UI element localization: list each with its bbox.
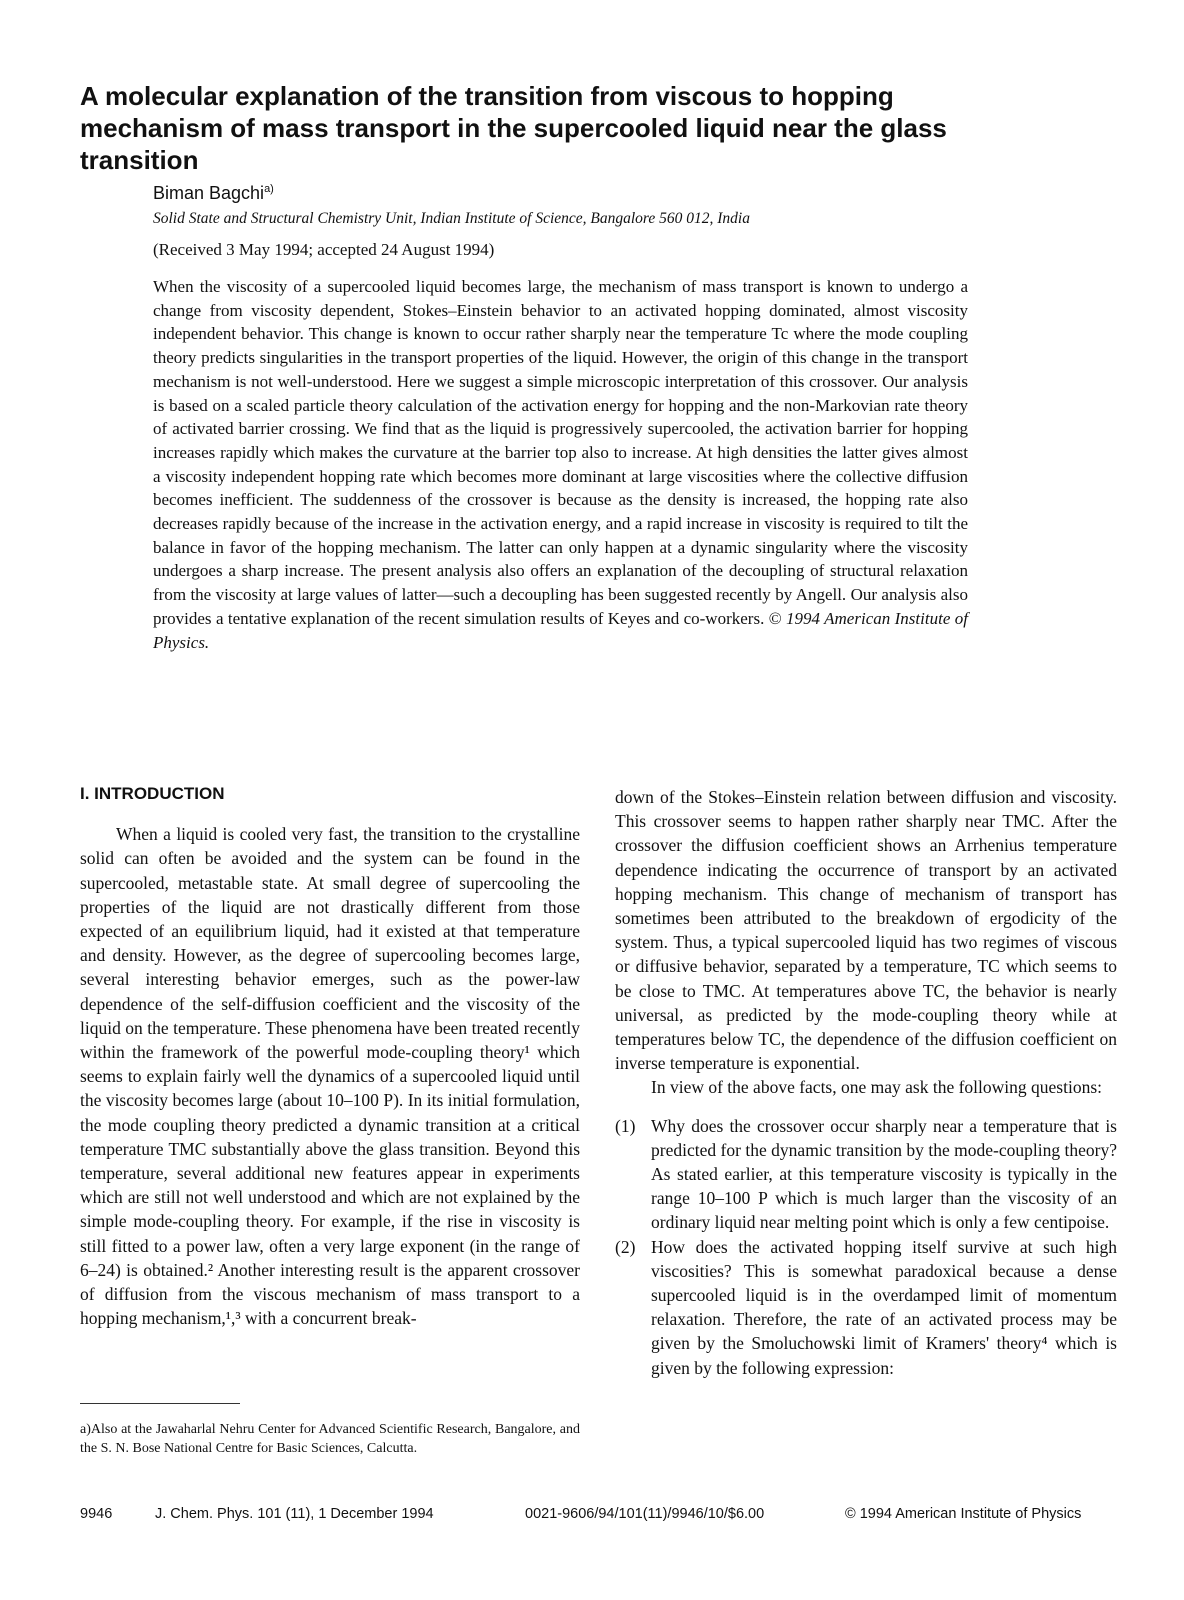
- abstract: [153, 275, 968, 654]
- author-footnote-mark: a): [264, 183, 274, 195]
- question-number: (1): [615, 1115, 636, 1136]
- author-name: [153, 183, 274, 204]
- received-dates: (Received 3 May 1994; accepted 24 August 1994): [153, 240, 495, 259]
- journal-citation: J. Chem. Phys. 101 (11), 1 December 1994: [155, 1506, 434, 1522]
- page-number: 9946: [80, 1506, 113, 1522]
- footnote-divider: [80, 1403, 240, 1404]
- intro-paragraph-1-continued: down of the Stokes–Einstein relation between diffusion and viscosity. This crossover seems to happen rather sharply near TMC. After the crossover the diffusion coefficient shows an Arrhenius temperature dependence indicating the occurrence of transport by an activated hopping mechanism. This change of mechanism of transport has sometimes been attributed to the breakdown of ergodicity of the system. Thus, a typical supercooled liquid has two regimes of viscous or diffusive behavior, separated by a temperature, TC which seems to be close to TMC. At temperatures above TC, the behavior is nearly universal, as predicted by the mode-coupling theory while at temperatures below TC, the dependence of the diffusion coefficient on inverse temperature is exponential.: [615, 787, 1117, 1074]
- question-text: Why does the crossover occur sharply near a temperature that is predicted for the dynamic transition by the mode-coupling theory? As stated earlier, at this temperature viscosity is typically in the range 10–100 P which is much larger than the viscosity of an ordinary liquid near melting point which is only a few centipoise.: [651, 1115, 1117, 1233]
- author-name-text: Biman Bagchi: [153, 183, 265, 203]
- section-heading: I. INTRODUCTION: [80, 784, 225, 803]
- footnote: a)Also at the Jawaharlal Nehru Center for Advanced Scientific Research, Bangalore, and the S. N. Bose National Centre for Basic Sciences, Calcutta.: [80, 1422, 580, 1456]
- footer-copyright: © 1994 American Institute of Physics: [845, 1506, 1082, 1522]
- right-column: [615, 785, 1117, 1380]
- list-item: [615, 1235, 1117, 1380]
- article-code: 0021-9606/94/101(11)/9946/10/$6.00: [525, 1506, 765, 1522]
- left-column: [80, 782, 580, 1330]
- intro-paragraph-1: When a liquid is cooled very fast, the transition to the crystalline solid can often be avoided and the system can be found in the supercooled, metastable state. At small degree of supercooling the properties of the liquid are not drastically different from those expected of an equilibrium liquid, had it existed at that temperature and density. However, as the degree of supercooling becomes large, several interesting behavior emerges, such as the power-law dependence of the self-diffusion coefficient and the viscosity of the liquid on the temperature. These phenomena have been treated recently within the framework of the powerful mode-coupling theory¹ which seems to explain fairly well the dynamics of a supercooled liquid until the viscosity becomes large (about 10–100 P). In its initial formulation, the mode coupling theory predicted a dynamic transition at a critical temperature TMC substantially above the glass transition. Beyond this temperature, several additional new features appear in experiments which are still not well understood and which are not explained by the simple mode-coupling theory. For example, if the rise in viscosity is still fitted to a power law, often a very large exponent (in the range of 6–24) is obtained.² Another interesting result is the apparent crossover of diffusion from the viscous mechanism of mass transport to a hopping mechanism,¹,³ with a concurrent break-: [80, 824, 580, 1329]
- question-text: How does the activated hopping itself survive at such high viscosities? This is somewhat paradoxical because a dense supercooled liquid is in the overdamped limit of momentum relaxation. Therefore, the rate of an activated process may be given by the Smoluchowski limit of Kramers' theory⁴ which is given by the following expression:: [651, 1236, 1117, 1378]
- abstract-text: When the viscosity of a supercooled liquid becomes large, the mechanism of mass transport is known to undergo a change from viscosity dependent, Stokes–Einstein behavior to an activated hopping dominated, almost viscosity independent behavior. This change is known to occur rather sharply near the temperature Tc where the mode coupling theory predicts singularities in the transport properties of the liquid. However, the origin of this change in the transport mechanism is not well-understood. Here we suggest a simple microscopic interpretation of this crossover. Our analysis is based on a scaled particle theory calculation of the activation energy for hopping and the non-Markovian rate theory of activated barrier crossing. We find that as the liquid is progressively supercooled, the activation barrier for hopping increases rapidly which makes the curvature at the barrier top also to increase. At high densities the latter gives almost a viscosity independent hopping rate which becomes more dominant at large viscosities where the collective diffusion becomes inefficient. The suddenness of the crossover is because as the density is increased, the hopping rate also decreases rapidly because of the increase in the activation energy, and a rapid increase in viscosity is required to tilt the balance in favor of the hopping mechanism. The latter can only happen at a dynamic singularity where the viscosity undergoes a sharp increase. The present analysis also offers an explanation of the decoupling of structural relaxation from the viscosity at large values of latter—such a decoupling has been suggested recently by Angell. Our analysis also provides a tentative explanation of the recent simulation results of Keyes and co-workers. ©: [153, 277, 968, 628]
- question-list: [615, 1114, 1117, 1380]
- author-affiliation: Solid State and Structural Chemistry Unit, Indian Institute of Science, Bangalore 560 012, India: [153, 210, 750, 227]
- abstract-copyright: 1994 American Institute of Physics.: [153, 608, 968, 652]
- paper-title: A molecular explanation of the transition from viscous to hopping mechanism of mass transport in the supercooled liquid near the glass transition: [80, 81, 947, 175]
- list-item: [615, 1114, 1117, 1235]
- intro-paragraph-2: In view of the above facts, one may ask the following questions:: [651, 1077, 1103, 1098]
- question-number: (2): [615, 1236, 636, 1257]
